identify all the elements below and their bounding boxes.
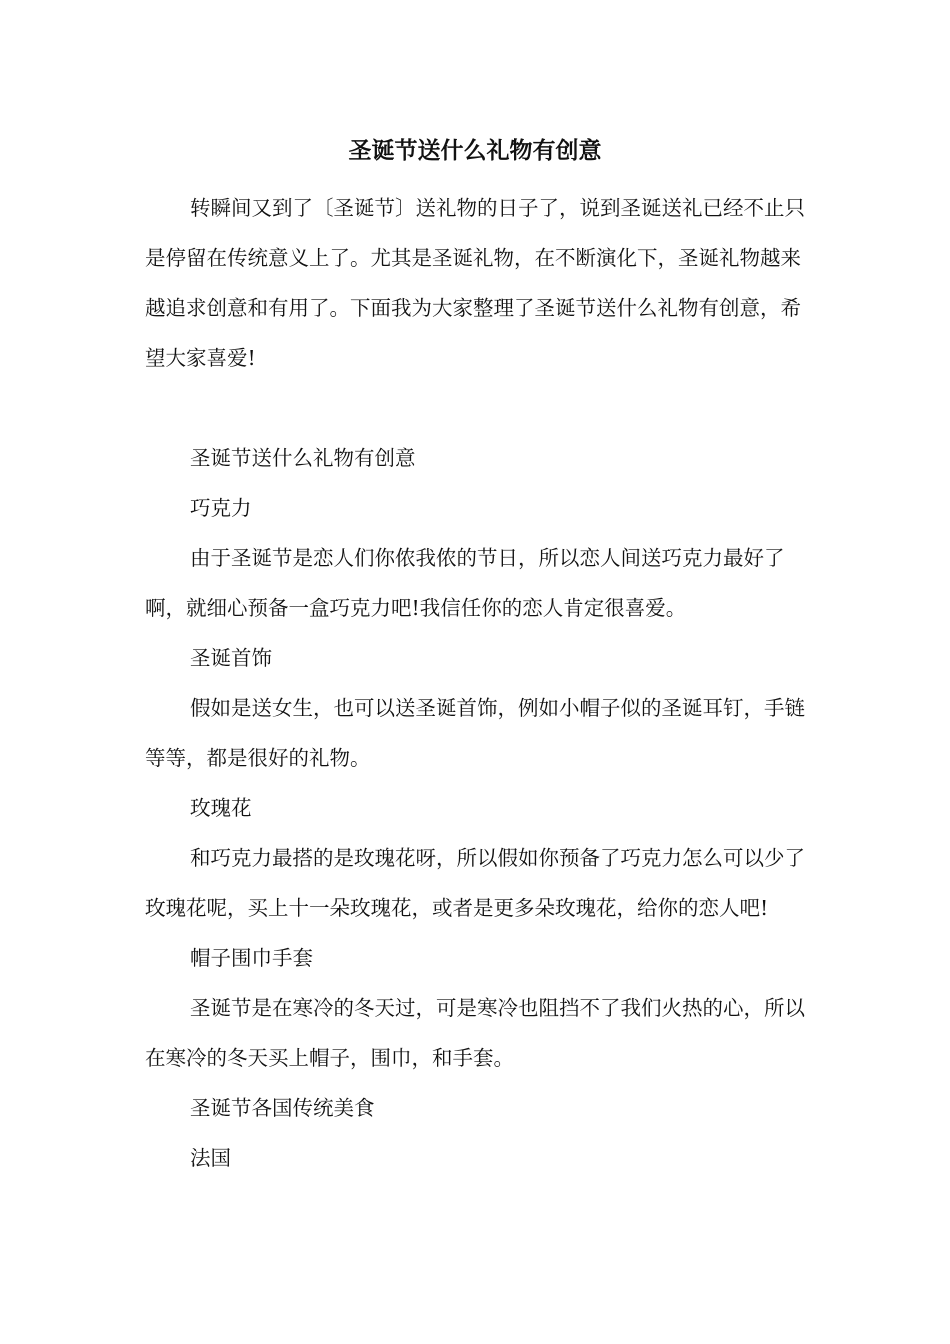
item-text-chocolate: 由于圣诞节是恋人们你侬我侬的节日，所以恋人间送巧克力最好了啊，就细心预备一盒巧克力吧!我信任你的恋人肯定很喜爱。: [145, 546, 785, 620]
section-title: 圣诞节送什么礼物有创意: [190, 446, 416, 470]
item-heading-chocolate: 巧克力: [190, 496, 252, 520]
item-heading-jewelry: 圣诞首饰: [190, 646, 272, 670]
item-heading-roses: 玫瑰花: [190, 796, 252, 820]
item-text-winter-wear: 圣诞节是在寒冷的冬天过，可是寒冷也阻挡不了我们火热的心，所以在寒冷的冬天买上帽子，围巾，和手套。: [145, 996, 805, 1070]
section2-first-item: 法国: [190, 1146, 231, 1170]
item-text-roses: 和巧克力最搭的是玫瑰花呀，所以假如你预备了巧克力怎么可以少了玫瑰花呢，买上十一朵玫瑰花，或者是更多朵玫瑰花，给你的恋人吧!: [145, 846, 805, 920]
item-heading-winter-wear: 帽子围巾手套: [190, 946, 313, 970]
intro-paragraph: 转瞬间又到了〔圣诞节〕送礼物的日子了，说到圣诞送礼已经不止只是停留在传统意义上了。尤其是圣诞礼物，在不断演化下，圣诞礼物越来越追求创意和有用了。下面我为大家整理了圣诞节送什么礼物有创意，希望大家喜爱!: [145, 196, 805, 370]
document-body: [145, 183, 809, 1183]
section2-title: 圣诞节各国传统美食: [190, 1096, 375, 1120]
document-title: 圣诞节送什么礼物有创意: [348, 137, 602, 164]
item-text-jewelry: 假如是送女生，也可以送圣诞首饰，例如小帽子似的圣诞耳钉，手链等等，都是很好的礼物。: [145, 696, 805, 770]
